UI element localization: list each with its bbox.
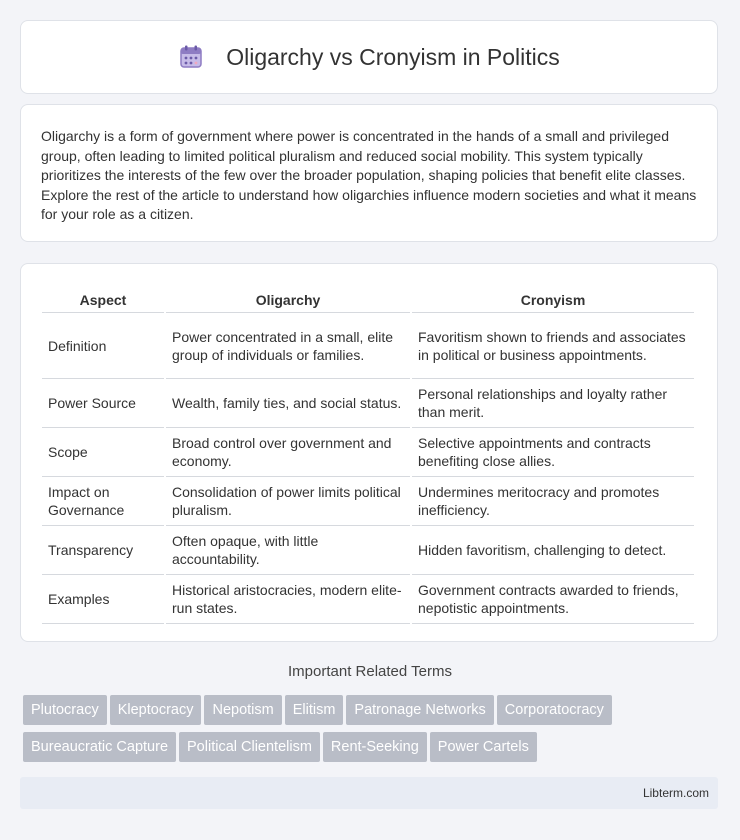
table-cell-oligarchy: Wealth, family ties, and social status. [166, 379, 410, 428]
table-row [42, 477, 694, 526]
table-cell-aspect: Definition [42, 313, 164, 379]
calendar-icon [178, 44, 204, 70]
table-row [42, 526, 694, 575]
column-header-oligarchy: Oligarchy [166, 284, 410, 313]
table-cell-cronyism: Government contracts awarded to friends, nepotistic appointments. [412, 575, 694, 624]
table-cell-aspect: Power Source [42, 379, 164, 428]
title-card [20, 20, 718, 94]
related-term-tag[interactable]: Patronage Networks [346, 695, 493, 725]
table-cell-oligarchy: Consolidation of power limits political pluralism. [166, 477, 410, 526]
table-cell-cronyism: Selective appointments and contracts benefiting close allies. [412, 428, 694, 477]
page-title: Oligarchy vs Cronyism in Politics [226, 43, 560, 70]
related-terms-list [23, 695, 723, 769]
table-cell-cronyism: Personal relationships and loyalty rather than merit. [412, 379, 694, 428]
related-term-tag[interactable]: Corporatocracy [497, 695, 612, 725]
table-cell-aspect: Scope [42, 428, 164, 477]
related-term-tag[interactable]: Elitism [285, 695, 344, 725]
table-cell-aspect: Transparency [42, 526, 164, 575]
column-header-cronyism: Cronyism [412, 284, 694, 313]
table-row [42, 428, 694, 477]
table-row [42, 313, 694, 379]
related-term-tag[interactable]: Rent-Seeking [323, 732, 427, 762]
intro-paragraph: Oligarchy is a form of government where power is concentrated in the hands of a small and privileged group, often leading to limited political pluralism and reduced social mobility. This system typically prioritizes the interests of the few over the broader population, shaping policies that benefit elite classes. Explore the rest of the article to understand how oligarchies influence modern societies and what it means for your role as a citizen. [41, 128, 697, 222]
footer-site-link[interactable]: Libterm.com [642, 786, 709, 800]
comparison-table-card [20, 263, 718, 642]
table-cell-oligarchy: Broad control over government and economy. [166, 428, 410, 477]
related-term-tag[interactable]: Power Cartels [430, 732, 537, 762]
related-term-tag[interactable]: Nepotism [204, 695, 281, 725]
related-term-tag[interactable]: Bureaucratic Capture [23, 732, 176, 762]
table-row [42, 379, 694, 428]
table-cell-cronyism: Favoritism shown to friends and associates in political or business appointments. [412, 313, 694, 379]
table-header-row [42, 284, 694, 313]
related-term-tag[interactable]: Kleptocracy [110, 695, 202, 725]
footer [20, 777, 718, 809]
table-cell-aspect: Impact on Governance [42, 477, 164, 526]
table-cell-cronyism: Undermines meritocracy and promotes inefficiency. [412, 477, 694, 526]
related-terms-heading: Important Related Terms [288, 663, 452, 680]
table-row [42, 575, 694, 624]
table-cell-oligarchy: Power concentrated in a small, elite group of individuals or families. [166, 313, 410, 379]
table-cell-oligarchy: Historical aristocracies, modern elite-run states. [166, 575, 410, 624]
intro-card [20, 104, 718, 242]
table-cell-aspect: Examples [42, 575, 164, 624]
related-term-tag[interactable]: Political Clientelism [179, 732, 320, 762]
related-term-tag[interactable]: Plutocracy [23, 695, 107, 725]
comparison-table [40, 284, 696, 624]
column-header-aspect: Aspect [42, 284, 164, 313]
table-cell-oligarchy: Often opaque, with little accountability. [166, 526, 410, 575]
table-cell-cronyism: Hidden favoritism, challenging to detect. [412, 526, 694, 575]
